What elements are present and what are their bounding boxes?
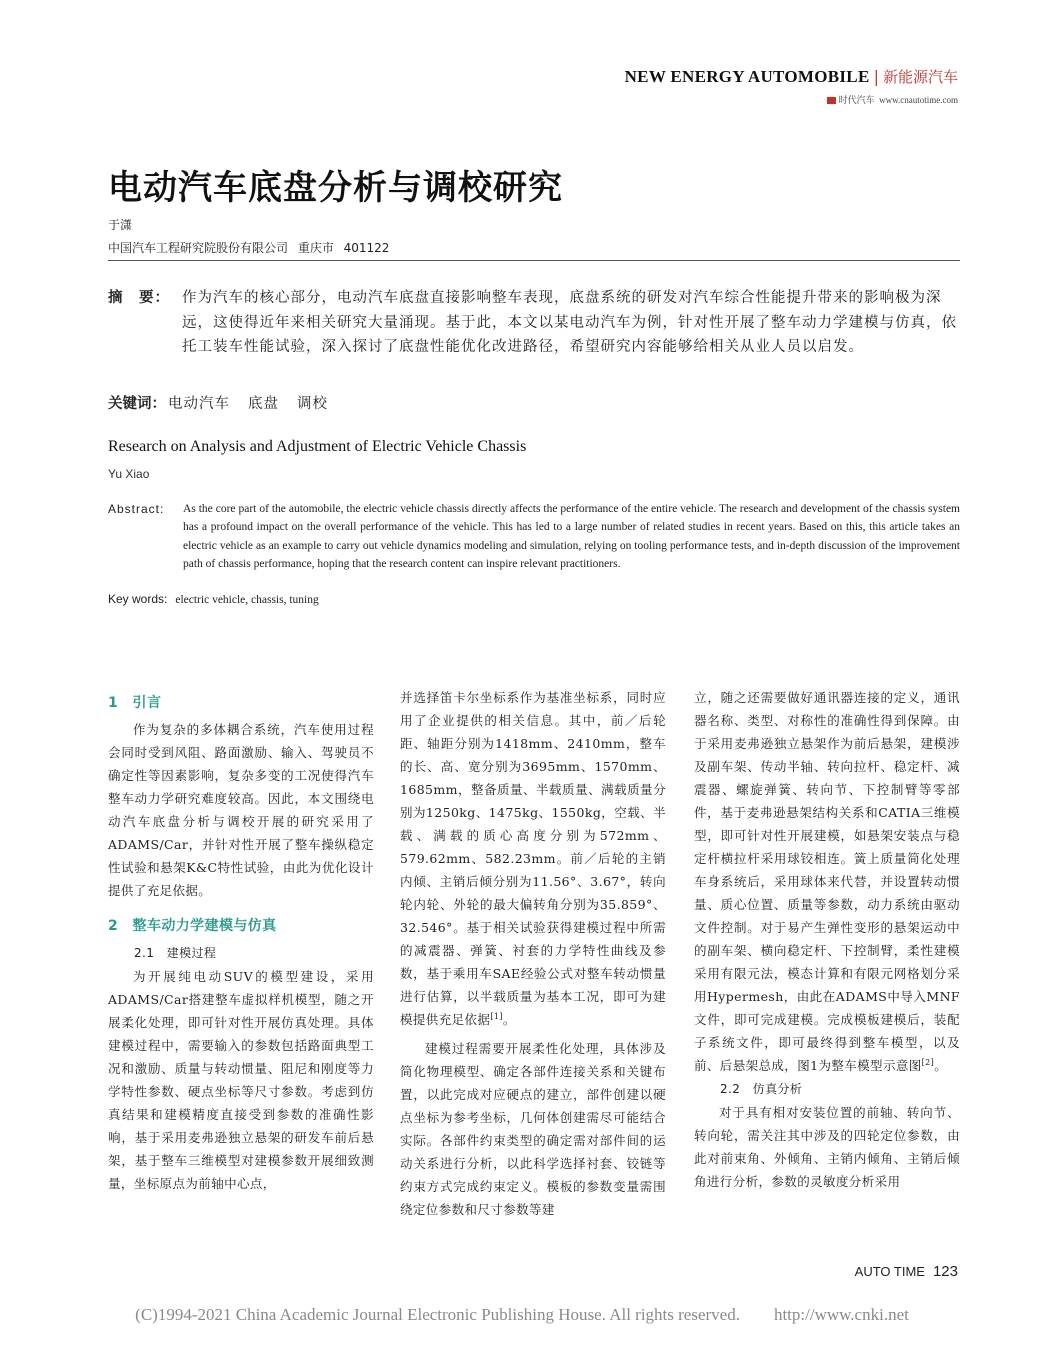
keywords-cn [108, 392, 346, 413]
page-number: 123 [932, 1263, 958, 1280]
paragraph-text: 立，随之还需要做好通讯器连接的定义，通讯器名称、类型、对称性的准确性得到保障。由于采用麦弗逊独立悬架作为前后悬架，建模涉及副车架、传动半轴、转向拉杆、稳定杆、减震器、螺旋弹簧、转向节、下控制臂等零部件，基于麦弗逊悬架结构关系和CATIA三维模型，即可针对性开展建模，如悬架安装点与稳定杆横拉杆采用球铰相连。簧上质量简化处理车身系统后，采用球体来代替，并设置转动惯量、质心位置、质量等参数，动力系统由驱动文件控制。对于易产生弹性变形的悬架运动中的副车架、横向稳定杆、下控制臂，柔性建模采用有限元法，模态计算和有限元网格划分采用Hypermesh，由此在ADAMS中导入MNF文件，即可完成建模。完成模板建模后，装配子系统文件，即可最终得到整车模型，以及前、后悬架总成，图1为整车模型示意图 [694, 690, 960, 1073]
subsection-heading: 2.2 仿真分析 [720, 1082, 803, 1096]
paper-title-en: Research on Analysis and Adjustment of Electric Vehicle Chassis [108, 438, 527, 455]
paper-affiliation: 中国汽车工程研究院股份有限公司 重庆市 401122 [108, 241, 390, 255]
brand-logo-icon [827, 97, 836, 104]
paragraph [400, 686, 666, 1031]
header-divider [108, 260, 960, 261]
paragraph: 为开展纯电动SUV的模型建设，采用ADAMS/Car搭建整车虚拟样机模型，随之开展柔化处理，即可针对性开展仿真处理。具体建模过程中，需要输入的参数包括路面典型工况和激励、质量与转动惯量、阻尼和刚度等力学特性参数、硬点坐标等尺寸参数。考虑到仿真结果和建模精度直接受到参数的准确性影响，基于采用麦弗逊独立悬架的研发车前后悬架，基于整车三维模型对建模参数开展细致测量，坐标原点为前轴中心点， [108, 969, 374, 1191]
brand-name: 时代汽车 [838, 95, 875, 105]
abstract-cn-label: 摘 要： [108, 290, 170, 306]
footer-journal: AUTO TIME [854, 1264, 925, 1279]
keywords-en [108, 592, 319, 606]
keyword-cn-item: 电动汽车 [168, 396, 230, 412]
paper-title: 电动汽车底盘分析与调校研究 [108, 168, 563, 208]
paragraph: 作为复杂的多体耦合系统，汽车使用过程会同时受到风阻、路面激励、输入、驾驶员不确定性等因素影响，复杂多变的工况使得汽车整车动力学研究难度较高。因此，本文围绕电动汽车底盘分析与调校开展的研究采用了ADAMS/Car，并针对性开展了整车操纵稳定性试验和悬架K&C特性试验，由此为优化设计提供了充足依据。 [108, 722, 374, 898]
body-column-1 [108, 686, 374, 1195]
keyword-cn-item: 底盘 [248, 396, 279, 412]
citation-ref: [2] [921, 1057, 935, 1067]
subsection-heading: 2.1 建模过程 [134, 946, 217, 960]
journal-name-en: NEW ENERGY AUTOMOBILE [624, 67, 870, 86]
abstract-cn-text: 作为汽车的核心部分，电动汽车底盘直接影响整车表现，底盘系统的研发对汽车综合性能提升带来的影响极为深远，这使得近年来相关研究大量涌现。基于此，本文以某电动汽车为例，针对性开展了整车动力学建模与仿真，依托工装车性能试验，深入探讨了底盘性能优化改进路径，希望研究内容能够给相关从业人员以启发。 [182, 290, 957, 355]
body-column-3 [694, 686, 960, 1193]
paragraph: 建模过程需要开展柔性化处理，具体涉及简化物理模型、确定各部件连接关系和关键布置，以此完成对应硬点的建立，部件创建以硬点坐标为参考坐标，几何体创建需尽可能结合实际。各部件约束类型的确定需对部件间的运动关系进行分析，以此科学选择衬套、铰链等约束方式完成约束定义。模板的参数变量需围绕定位参数和尺寸参数等建 [400, 1041, 666, 1217]
keyword-cn-item: 调校 [297, 396, 328, 412]
paragraph: 对于具有相对安装位置的前轴、转向节、转向轮，需关注其中涉及的四轮定位参数，由此对前束角、外倾角、主销内倾角、主销后倾角进行分析，参数的灵敏度分析采用 [694, 1105, 960, 1189]
header-separator: | [873, 67, 879, 86]
journal-url: www.cnautotime.com [879, 95, 958, 105]
abstract-en [108, 500, 960, 573]
paragraph [694, 686, 960, 1077]
citation-ref: [1] [490, 1011, 503, 1021]
body-column-2 [400, 686, 666, 1221]
cnki-watermark: (C)1994-2021 China Academic Journal Electronic Publishing House. All rights reserved. http://www.cnki.net [135, 1305, 909, 1324]
abstract-en-label: Abstract: [108, 502, 165, 516]
journal-header [625, 66, 958, 106]
section-heading: 1 引言 [108, 695, 162, 711]
abstract-en-text: As the core part of the automobile, the electric vehicle chassis directly affects the performance of the entire vehicle. The research and development of the chassis system has a profound impact on the overall performance of the vehicle. This has led to a large number of related studies in recent years. Based on this, this article takes an electric vehicle as an example to carry out vehicle dynamics modeling and simulation, relying on tooling performance tests, and in-depth discussion of the improvement path of chassis performance, hoping that the research content can inspire relevant practitioners. [183, 503, 960, 570]
journal-subline [625, 93, 958, 106]
journal-masthead [625, 66, 958, 87]
section-heading: 2 整车动力学建模与仿真 [108, 918, 277, 934]
paragraph-text: 并选择笛卡尔坐标系作为基准坐标系，同时应用了企业提供的相关信息。其中，前／后轮距、轴距分别为1418mm、2410mm，整车的长、高、宽分别为3695mm、1570mm、1685mm，整备质量、半载质量、满载质量分别为1250kg、1475kg、1550kg，空载、半载、满载的质心高度分别为572mm、579.62mm、582.23mm。前／后轮的主销内倾、主销后倾分别为11.56°、3.67°，转向轮内轮、外轮的最大偏转角分别为35.859°、32.546°。基于相关试验获得建模过程中所需的减震器、弹簧、衬套的力学特性曲线及参数，基于乘用车SAE经验公式对整车转动惯量进行估算，以半载质量为基本工况，即可为建模提供充足依据 [400, 690, 666, 1027]
page-footer [855, 1263, 958, 1280]
paragraph-end: 。 [934, 1058, 948, 1073]
paper-author-en: Yu Xiao [108, 467, 150, 481]
journal-name-cn: 新能源汽车 [882, 68, 958, 86]
abstract-cn [108, 286, 960, 360]
keywords-cn-label: 关键词： [108, 396, 166, 412]
keywords-en-label: Key words: [108, 592, 168, 606]
keywords-en-text: electric vehicle, chassis, tuning [175, 594, 319, 606]
paper-author: 于潇 [108, 218, 133, 232]
paragraph-end: 。 [502, 1012, 516, 1027]
